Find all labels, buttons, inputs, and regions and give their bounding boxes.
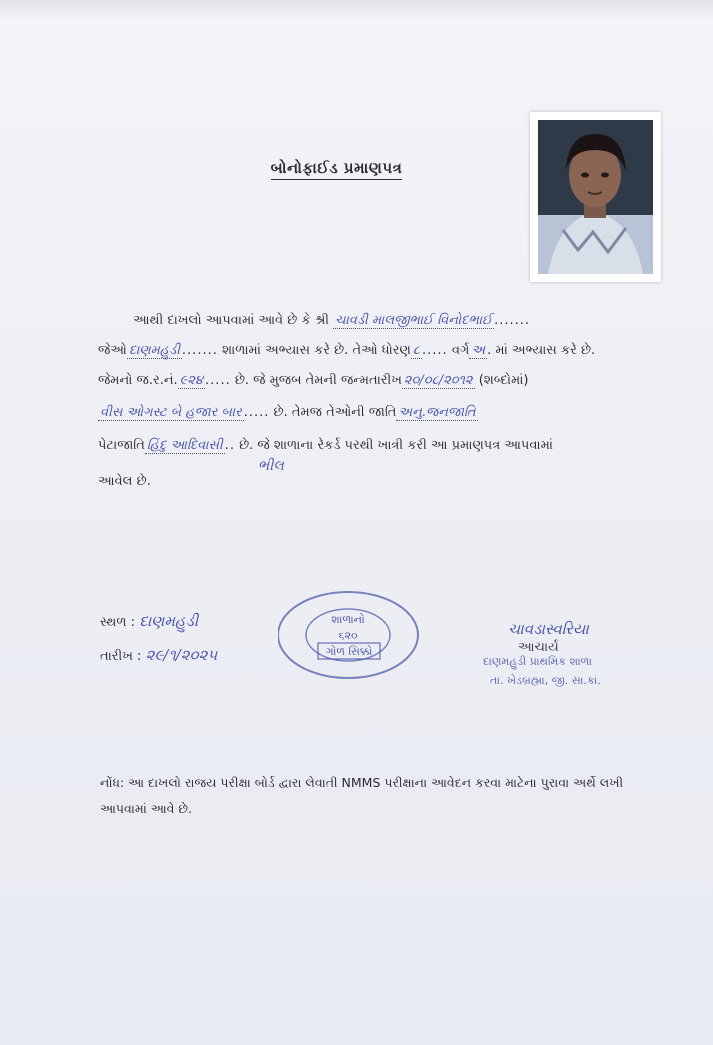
line-3-text: છે. જે મુજબ તેમની જન્મતારીખ: [234, 373, 402, 388]
school-name-field: દાણમહુડી: [128, 343, 180, 358]
standard-field: ૮: [412, 343, 420, 358]
division-field: અ: [471, 343, 486, 358]
student-name-field: ચાવડી માલજીભાઈ વિનોદભાઈ: [335, 313, 493, 328]
line-3: જેમનો જ.ર.નં. ૯૨૪ ..... છે. જે મુજબ તેમની જન્મતારીખ ૨૦/૦૮/૨૦૧૨ (શબ્દોમાં): [98, 373, 529, 388]
division-label: વર્ગ: [451, 343, 470, 358]
line-4: વીસ ઓગસ્ટ બે હજાર બાર ..... છે. તેમજ તેઓની જાતિ અનુ.જનજાતિ: [100, 405, 476, 420]
line-2-end: . માં અભ્યાસ કરે છે.: [487, 343, 596, 358]
line-2-text: શાળામાં અભ્યાસ કરે છે. તેઓ ધોરણ: [222, 343, 411, 358]
note-text: નોંધ: આ દાખલો રાજય પરીક્ષા બોર્ડ દ્વારા લેવાતી NMMS પરીક્ષાના આવેદન કરવા માટેના પુરાવા અર્થે લખી આપવામાં આવે છે.: [100, 775, 624, 816]
subcaste-extra: ભીલ: [258, 458, 284, 474]
gr-label: જેમનો જ.ર.નં.: [98, 373, 178, 388]
school-stamp-line-2: તા. ખેડબ્રહ્મા, જી. સા.કાં.: [490, 674, 601, 687]
school-stamp-line-1: દાણમહુડી પ્રાથમિક શાળા: [483, 655, 592, 668]
designation: આચાર્ય: [518, 640, 559, 655]
date-value: ૨૯/૧/૨૦૨૫: [145, 646, 218, 664]
top-shadow: [0, 0, 713, 18]
stamp-bottom-text: ગોળ સિક્કો: [325, 645, 373, 658]
line-2: જેઓ દાણમહુડી ....... શાળામાં અભ્યાસ કરે છે. તેઓ ધોરણ ૮ ..... વર્ગ અ . માં અભ્યાસ કરે છે.: [98, 343, 596, 358]
place-value: દાણમહુડી: [139, 612, 199, 630]
date-row: [100, 646, 217, 664]
line-2-label: જેઓ: [98, 343, 127, 358]
dob-field: ૨૦/૦૮/૨૦૧૨: [403, 373, 473, 388]
certificate-title: બોનોફાઈડ પ્રમાણપત્ર: [0, 159, 713, 177]
date-label: તારીખ :: [100, 649, 142, 664]
school-round-stamp: [278, 590, 424, 680]
dob-words-field: વીસ ઓગસ્ટ બે હજાર બાર: [100, 405, 242, 420]
gr-number-field: ૯૨૪: [179, 373, 204, 388]
place-label: સ્થળ :: [100, 615, 136, 630]
line-4-text: છે. તેમજ તેઓની જાતિ: [273, 405, 397, 420]
line-5-text: છે. જે શાળાના રેકર્ડ પરથી ખાત્રી કરી આ પ્રમાણપત્ર આપવામાં: [239, 438, 553, 453]
student-photo-image: [538, 120, 653, 274]
signature: ચાવડાસ્વરિયા: [508, 620, 589, 638]
stamp-number: ૬૨૦: [338, 629, 358, 642]
subcaste-field: હિંદુ આદિવાસી: [146, 438, 223, 453]
place-row: [100, 612, 198, 630]
caste-field: અનુ.જનજાતિ: [398, 405, 476, 420]
subcaste-label: પેટાજાતિ: [98, 438, 145, 453]
words-label: (શબ્દોમાં): [478, 373, 529, 388]
student-photo: [530, 112, 661, 282]
line-1-label: આથી દાખલો આપવામાં આવે છે કે શ્રી: [133, 313, 330, 328]
line-1: આથી દાખલો આપવામાં આવે છે કે શ્રી ચાવડી માલજીભાઈ વિનોદભાઈ .......: [133, 313, 531, 328]
line-6: આવેલ છે.: [98, 474, 151, 489]
stamp-top-text: શાળાનો: [331, 613, 365, 626]
line-5: પેટાજાતિ હિંદુ આદિવાસી .. છે. જે શાળાના રેકર્ડ પરથી ખાત્રી કરી આ પ્રમાણપત્ર આપવામાં: [98, 438, 553, 453]
